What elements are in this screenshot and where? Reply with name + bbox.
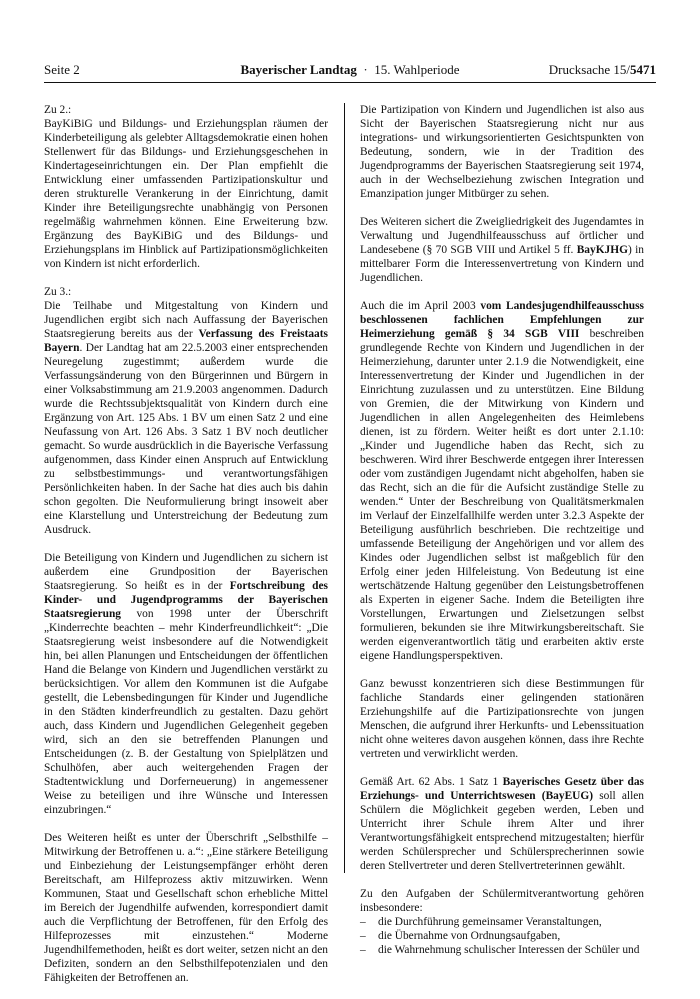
bold-term: Bayerisches Gesetz über das Erziehungs- und Unterrichtswesen (BayEUG) (360, 776, 644, 802)
right-column (360, 103, 644, 957)
paragraph-text: Die Beteiligung von Kindern und Jugendlichen zu sichern ist außerdem eine Grundposition der Bayerischen Staatsregierung. So heißt es in der (44, 552, 328, 592)
bold-term: vom Landesjugendhilfeausschuss beschlossenen fachlichen Empfehlungen zur Heimerziehung gemäß § 34 SGB VIII (360, 300, 644, 340)
page-header (44, 62, 656, 83)
bold-term: Fortschreibung des Kinder- und Jugendprogramms der Bayerischen Staatsregierung (44, 580, 328, 620)
parliament-name: Bayerischer Landtag (240, 62, 357, 77)
paragraph-text: Des Weiteren sichert die Zweigliedrigkeit des Jugendamtes in Verwaltung und Jugendhilfeausschuss auf örtlicher und Landesebene (§ 70 SGB VIII und Artikel 5 ff. (360, 216, 644, 256)
paragraph-standards (360, 677, 644, 761)
paragraph-aufgaben (360, 887, 644, 915)
paragraph-text: Die Teilhabe und Mitgestaltung von Kindern und Jugendlichen ergibt sich nach Auffassung der Bayerischen Staatsregierung bereits aus der (44, 300, 328, 340)
paragraph-text: BayKiBiG und Bildungs- und Erziehungsplan räumen der Kinderbeteiligung als gelebter Alltagsdemokratie einen hohen Stellenwert für das Bildungs- und Erziehungsgeschehen in Kindertageseinrichtungen ein. Der Plan empfiehlt die Entwicklung einer umfassenden Partizipationskultur und deren strukturelle Verankerung in der Einrichtung, damit Kinder ihre Beteiligungsrechte unabhängig von Personen regelmäßig wahrnehmen können. Eine Erweiterung bzw. Ergänzung des BayKiBiG und des Bildungs- und Erziehungsplans im Hinblick auf Partizipationsmöglichkeiten von Kindern ist nicht erforderlich. (44, 118, 328, 270)
paragraph-partizipation (360, 103, 644, 201)
printed-matter-number: 5471 (630, 62, 656, 77)
bold-term: BayKJHG (576, 244, 628, 256)
list-item: – die Wahrnehmung schulischer Interessen der Schüler und (360, 943, 644, 957)
paragraph-text: Des Weiteren heißt es unter der Überschrift „Selbsthilfe – Mitwirkung der Betroffenen u. a.“: „Eine stärkere Beteiligung und Einbeziehung der Leistungsempfänger erhöht deren Bereitschaft, am Hilfeprozess aktiv mitzuwirken. Wenn Kommunen, Staat und Gesellschaft schon erhebliche Mittel im Bereich der Jugendhilfe aufwenden, korrespondiert damit auch die Verpflichtung der Betroffenen, für den Erfolg des Hilfeprozesses mit einzustehen.“ Moderne Jugendhilfemethoden, heißt es dort weiter, setzen nicht an den Defiziten, sondern an den Selbsthilfepotenzialen und den Fähigkeiten der Betroffenen an. (44, 832, 328, 984)
printed-matter-prefix: Drucksache 15/ (548, 62, 630, 77)
list-item: – die Durchführung gemeinsamer Veranstaltungen, (360, 915, 644, 929)
paragraph-bayeug (360, 775, 644, 873)
paragraph-text: Ganz bewusst konzentrieren sich diese Bestimmungen für fachliche Standards einer gelingenden stationären Erziehungshilfe auf die Partizipationsrechte von jungen Menschen, die aufgrund ihrer Herkunfts- und Lebenssituation nicht ohne weiteres davon ausgehen können, dass ihre Rechte vertreten und verwirklicht werden. (360, 678, 644, 760)
page-number: Seite 2 (44, 62, 80, 77)
paragraph-text: Auch die im April 2003 (360, 300, 481, 312)
legislative-period: 15. Wahlperiode (374, 62, 460, 77)
section-heading: Zu 2.: (44, 104, 72, 116)
paragraph-text: von 1998 unter der Überschrift „Kinderrechte beachten – mehr Kinderfreundlichkeit“: „Die Staatsregierung weist insbesondere auf die Notwendigkeit hin, bei allen Planungen und Entscheidungen der öffentlichen Hand die Belange von Kindern und Jugendlichen verstärkt zu berücksichtigen. Vor allem den Kommunen ist die Aufgabe gestellt, die Lebensbedingungen für Kinder und Jugendliche in den Städten kinderfreundlich zu gestalten. Dazu gehört auch, dass Kindern und Jugendlichen Gelegenheit gegeben wird, sich an den sie betreffenden Planungen und Entscheidungen (z. B. der Gestaltung von Spielplätzen und Schulhöfen, aber auch weitergehenden Fragen der Stadtentwicklung und Dorferneuerung) in angemessener Weise zu beteiligen und ihre Wünsche und Interessen einzubringen.“ (44, 608, 328, 816)
list-item: – die Übernahme von Ordnungsaufgaben, (360, 929, 644, 943)
column-divider (344, 103, 345, 873)
paragraph-text: Die Partizipation von Kindern und Jugendlichen ist also aus Sicht der Bayerischen Staatsregierung nicht nur aus integrations- und wirkungsorientierten Gesichtspunkten von Bedeutung, sondern, wie in der Tradition des Jugendprogramms der Bayerischen Staatsregierung seit 1974, auch in der Wechselbeziehung zwischen Integration und Emanzipation junger Mitbürger zu sehen. (360, 104, 644, 200)
paragraph-selbsthilfe (44, 831, 328, 985)
paragraph-text: . Der Landtag hat am 22.5.2003 einer entsprechenden Neuregelung zugestimmt; außerdem wurde die Verfassungsänderung von den Bürgerinnen und Bürgern in einer Volksabstimmung am 21.9.2003 angenommen. Dadurch wurde die Rechtssubjektsqualität von Kindern durch eine Ergänzung von Art. 125 Abs. 1 BV um einen Satz 2 und eine Neufassung von Art. 126 Abs. 3 Satz 1 BV noch deutlicher gemacht. So wurde ausdrücklich in die Bayerische Verfassung aufgenommen, dass Kinder einen Anspruch auf Entwicklung zu selbstbestimmungs- und verantwortungsfähigen Persönlichkeiten haben. In der Sache hat dies auch bis dahin schon gegolten. Die Neuformulierung bringt insoweit aber eine Klarstellung und Unterstreichung der Bedeutung zum Ausdruck. (44, 342, 328, 536)
task-list (360, 915, 644, 957)
left-column (44, 103, 328, 999)
paragraph-text: beschreiben grundlegende Rechte von Kindern und Jugendlichen in der Heimerziehung, darunter unter 2.1.9 die Notwendigkeit, eine Interessenvertretung der Kinder und Jugendlichen in der Einrichtung zuzulassen und zu unterstützen. Eine Bildung von Gremien, die der Mitwirkung von Kindern und Jugendlichen in allen Angelegenheiten des Heimlebens dienen, ist zu fördern. Weiter heißt es dort unter 2.1.10: „Kinder und Jugendliche haben das Recht, sich zu beschweren. Wird ihrer Beschwerde entgegen ihrer Interessen oder vom zuständigen Jugendamt nicht abgeholfen, haben sie das Recht, sich an die für die Aufsicht zuständige Stelle zu wenden.“ Unter der Beschreibung von Qualitätsmerkmalen im Verlauf der Einzelfallhilfe werden unter 3.2.3 Aspekte der Beteiligung ausführlich beschrieben. Die rechtzeitige und umfassende Beteiligung der Angehörigen und vor allem des Kindes oder Jugendlichen selbst ist maßgeblich für den Erfolg einer jeden Hilfeleistung. Von Bedeutung ist eine wertschätzende Haltung gegenüber den Leistungsbetroffenen als Experten in eigener Sache. Indem die Beteiligten ihre Vorstellungen, Erwartungen und Zielsetzungen selbst formulieren, bekunden sie ihre Mitwirkungsbereitschaft. Sie werden eigenverantwortlich tätig und erarbeiten aktiv erste eigene Handlungsperspektiven. (360, 328, 644, 662)
section-heading: Zu 3.: (44, 286, 72, 298)
printed-matter (549, 62, 656, 78)
header-separator: · (363, 62, 368, 77)
section-zu-3 (44, 285, 328, 537)
paragraph-jugendamt (360, 215, 644, 285)
section-zu-2 (44, 103, 328, 271)
paragraph-text: ) in mittelbarer Form die Interessenvertretung von Kindern und Jugendlichen. (360, 244, 644, 284)
paragraph-heimerziehung (360, 299, 644, 663)
paragraph-kinder-jugendprogramm (44, 551, 328, 817)
paragraph-text: soll allen Schülern die Möglichkeit gegeben werden, Leben und Unterricht ihrer Schule ihrem Alter und ihrer Verantwortungsfähigkeit entsprechend mitzugestalten; hierfür werden Schülersprecher und Schülersprecherinnen sowie deren Stellvertreter und deren Stellvertreterinnen gewählt. (360, 790, 644, 872)
paragraph-text: Zu den Aufgaben der Schülermitverantwortung gehören insbesondere: (360, 888, 644, 914)
bold-term: Verfassung des Freistaats Bayern (44, 328, 328, 354)
paragraph-text: Gemäß Art. 62 Abs. 1 Satz 1 (360, 776, 503, 788)
